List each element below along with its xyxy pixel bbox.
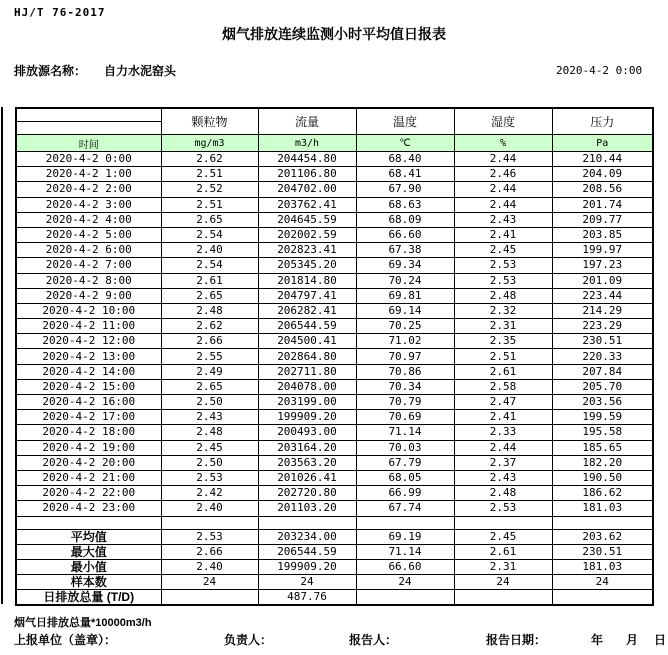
value-cell: 2.47 — [454, 395, 552, 410]
value-cell: 2.51 — [161, 167, 258, 182]
value-cell: 185.65 — [552, 440, 653, 455]
summary-value-cell — [552, 589, 653, 605]
value-cell: 2.41 — [454, 410, 552, 425]
value-cell: 70.24 — [356, 273, 454, 288]
value-cell: 68.63 — [356, 197, 454, 212]
value-cell: 2.44 — [454, 152, 552, 167]
column-header-particulate: 颗粒物 — [161, 108, 258, 135]
column-header-pressure: 压力 — [552, 108, 653, 135]
value-cell: 205345.20 — [258, 258, 356, 273]
unit-cell-humidity: % — [454, 135, 552, 152]
value-cell: 199.97 — [552, 243, 653, 258]
value-cell: 67.79 — [356, 455, 454, 470]
emission-source-label: 排放源名称： — [14, 64, 87, 78]
summary-value-cell: 24 — [258, 574, 356, 589]
spacer-cell — [454, 516, 552, 529]
value-cell: 201814.80 — [258, 273, 356, 288]
data-rows — [16, 152, 653, 517]
table-row — [16, 303, 653, 318]
value-cell: 71.02 — [356, 334, 454, 349]
summary-row — [16, 559, 653, 574]
summary-value-cell: 24 — [356, 574, 454, 589]
summary-rows — [16, 529, 653, 605]
reporter-label: 报告人： — [349, 633, 398, 647]
time-cell: 2020-4-2 17:00 — [16, 410, 161, 425]
value-cell: 204702.00 — [258, 182, 356, 197]
value-cell: 199909.20 — [258, 410, 356, 425]
time-cell: 2020-4-2 20:00 — [16, 455, 161, 470]
table-row — [16, 364, 653, 379]
time-cell: 2020-4-2 7:00 — [16, 258, 161, 273]
value-cell: 66.99 — [356, 486, 454, 501]
value-cell: 206282.41 — [258, 303, 356, 318]
spacer-cell — [161, 516, 258, 529]
summary-row — [16, 544, 653, 559]
value-cell: 204797.41 — [258, 288, 356, 303]
empty-corner-cell-2 — [16, 122, 161, 135]
value-cell: 67.38 — [356, 243, 454, 258]
time-cell: 2020-4-2 11:00 — [16, 319, 161, 334]
summary-label-cell: 样本数 — [16, 574, 161, 589]
value-cell: 202711.80 — [258, 364, 356, 379]
summary-value-cell: 206544.59 — [258, 544, 356, 559]
time-cell: 2020-4-2 1:00 — [16, 167, 161, 182]
table-row — [16, 167, 653, 182]
value-cell: 69.81 — [356, 288, 454, 303]
value-cell: 2.44 — [454, 197, 552, 212]
report-date-label: 报告日期： — [486, 633, 547, 647]
value-cell: 2.49 — [161, 364, 258, 379]
value-cell: 203.85 — [552, 227, 653, 242]
value-cell: 2.44 — [454, 182, 552, 197]
summary-value-cell: 181.03 — [552, 559, 653, 574]
value-cell: 2.53 — [454, 501, 552, 516]
summary-row — [16, 574, 653, 589]
value-cell: 204454.80 — [258, 152, 356, 167]
table-row — [16, 470, 653, 485]
value-cell: 203164.20 — [258, 440, 356, 455]
spacer-cell — [258, 516, 356, 529]
value-cell: 70.97 — [356, 349, 454, 364]
page-left-border — [1, 107, 3, 604]
time-cell: 2020-4-2 10:00 — [16, 303, 161, 318]
unit-cell-temperature: ℃ — [356, 135, 454, 152]
value-cell: 2.61 — [454, 364, 552, 379]
table-row — [16, 440, 653, 455]
summary-value-cell: 66.60 — [356, 559, 454, 574]
value-cell: 2.31 — [454, 319, 552, 334]
time-cell: 2020-4-2 6:00 — [16, 243, 161, 258]
table-row — [16, 501, 653, 516]
value-cell: 67.74 — [356, 501, 454, 516]
table-row — [16, 486, 653, 501]
value-cell: 2.66 — [161, 334, 258, 349]
value-cell: 200493.00 — [258, 425, 356, 440]
summary-value-cell: 2.31 — [454, 559, 552, 574]
value-cell: 2.52 — [161, 182, 258, 197]
value-cell: 182.20 — [552, 455, 653, 470]
summary-label-cell: 最大值 — [16, 544, 161, 559]
value-cell: 71.14 — [356, 425, 454, 440]
value-cell: 2.54 — [161, 227, 258, 242]
responsible-label: 负责人： — [224, 633, 273, 647]
summary-value-cell: 2.66 — [161, 544, 258, 559]
value-cell: 68.05 — [356, 470, 454, 485]
table-row — [16, 258, 653, 273]
value-cell: 223.44 — [552, 288, 653, 303]
time-cell: 2020-4-2 12:00 — [16, 334, 161, 349]
value-cell: 204500.41 — [258, 334, 356, 349]
value-cell: 2.48 — [454, 486, 552, 501]
value-cell: 205.70 — [552, 379, 653, 394]
value-cell: 230.51 — [552, 334, 653, 349]
value-cell: 203.56 — [552, 395, 653, 410]
value-cell: 70.03 — [356, 440, 454, 455]
unit-cell-flow: m3/h — [258, 135, 356, 152]
value-cell: 195.58 — [552, 425, 653, 440]
value-cell: 70.86 — [356, 364, 454, 379]
value-cell: 2.45 — [161, 440, 258, 455]
value-cell: 201.74 — [552, 197, 653, 212]
table-row — [16, 455, 653, 470]
value-cell: 2.42 — [161, 486, 258, 501]
empty-corner-cell-1 — [16, 108, 161, 122]
value-cell: 2.65 — [161, 288, 258, 303]
summary-value-cell: 71.14 — [356, 544, 454, 559]
summary-value-cell: 199909.20 — [258, 559, 356, 574]
value-cell: 202823.41 — [258, 243, 356, 258]
spacer-row — [16, 516, 653, 529]
unit-row — [16, 135, 653, 152]
summary-row — [16, 529, 653, 544]
column-header-humidity: 湿度 — [454, 108, 552, 135]
time-cell: 2020-4-2 2:00 — [16, 182, 161, 197]
summary-value-cell: 2.45 — [454, 529, 552, 544]
summary-value-cell — [454, 589, 552, 605]
table-row — [16, 197, 653, 212]
value-cell: 2.37 — [454, 455, 552, 470]
value-cell: 2.50 — [161, 455, 258, 470]
spacer-cell — [552, 516, 653, 529]
spacer-section — [16, 516, 653, 529]
report-unit-label: 上报单位（盖章）： — [14, 633, 117, 647]
time-cell: 2020-4-2 19:00 — [16, 440, 161, 455]
table-row — [16, 212, 653, 227]
time-cell: 2020-4-2 3:00 — [16, 197, 161, 212]
value-cell: 201106.80 — [258, 167, 356, 182]
value-cell: 202864.80 — [258, 349, 356, 364]
value-cell: 203199.00 — [258, 395, 356, 410]
table-head — [16, 108, 653, 152]
value-cell: 220.33 — [552, 349, 653, 364]
value-cell: 2.45 — [454, 243, 552, 258]
value-cell: 2.53 — [454, 273, 552, 288]
value-cell: 203563.20 — [258, 455, 356, 470]
value-cell: 2.50 — [161, 395, 258, 410]
value-cell: 68.41 — [356, 167, 454, 182]
page-title: 烟气排放连续监测小时平均值日报表 — [222, 26, 446, 42]
summary-value-cell — [356, 589, 454, 605]
time-cell: 2020-4-2 23:00 — [16, 501, 161, 516]
day-label: 日 — [654, 633, 667, 647]
value-cell: 2.54 — [161, 258, 258, 273]
flow-total-note: 烟气日排放总量*10000m3/h — [14, 617, 152, 629]
time-cell: 2020-4-2 18:00 — [16, 425, 161, 440]
value-cell: 206544.59 — [258, 319, 356, 334]
column-header-temperature: 温度 — [356, 108, 454, 135]
value-cell: 66.60 — [356, 227, 454, 242]
value-cell: 2.43 — [454, 470, 552, 485]
value-cell: 2.53 — [454, 258, 552, 273]
value-cell: 2.40 — [161, 243, 258, 258]
value-cell: 2.46 — [454, 167, 552, 182]
time-cell: 2020-4-2 0:00 — [16, 152, 161, 167]
value-cell: 2.62 — [161, 319, 258, 334]
summary-value-cell: 24 — [552, 574, 653, 589]
value-cell: 69.34 — [356, 258, 454, 273]
month-label: 月 — [626, 633, 639, 647]
value-cell: 2.48 — [161, 425, 258, 440]
value-cell: 201.09 — [552, 273, 653, 288]
value-cell: 70.79 — [356, 395, 454, 410]
table-row — [16, 395, 653, 410]
value-cell: 204645.59 — [258, 212, 356, 227]
time-cell: 2020-4-2 13:00 — [16, 349, 161, 364]
table-row — [16, 379, 653, 394]
time-cell: 2020-4-2 8:00 — [16, 273, 161, 288]
summary-value-cell — [161, 589, 258, 605]
column-header-flow: 流量 — [258, 108, 356, 135]
emission-source-line — [14, 62, 176, 79]
table-row — [16, 243, 653, 258]
summary-value-cell: 487.76 — [258, 589, 356, 605]
value-cell: 70.34 — [356, 379, 454, 394]
summary-value-cell: 230.51 — [552, 544, 653, 559]
value-cell: 2.32 — [454, 303, 552, 318]
report-datetime: 2020-4-2 0:00 — [556, 64, 643, 77]
value-cell: 2.33 — [454, 425, 552, 440]
value-cell: 223.29 — [552, 319, 653, 334]
summary-label-cell: 最小值 — [16, 559, 161, 574]
value-cell: 2.65 — [161, 212, 258, 227]
summary-label-cell: 平均值 — [16, 529, 161, 544]
value-cell: 2.43 — [161, 410, 258, 425]
table-row — [16, 425, 653, 440]
header-row-1 — [16, 108, 653, 122]
value-cell: 2.48 — [161, 303, 258, 318]
value-cell: 202720.80 — [258, 486, 356, 501]
time-cell: 2020-4-2 16:00 — [16, 395, 161, 410]
value-cell: 2.35 — [454, 334, 552, 349]
spacer-cell — [16, 516, 161, 529]
table-row — [16, 152, 653, 167]
value-cell: 67.90 — [356, 182, 454, 197]
value-cell: 204078.00 — [258, 379, 356, 394]
table-row — [16, 319, 653, 334]
table-row — [16, 273, 653, 288]
table-row — [16, 349, 653, 364]
value-cell: 68.40 — [356, 152, 454, 167]
value-cell: 2.62 — [161, 152, 258, 167]
unit-cell-pressure: Pa — [552, 135, 653, 152]
value-cell: 207.84 — [552, 364, 653, 379]
time-cell: 2020-4-2 5:00 — [16, 227, 161, 242]
value-cell: 2.44 — [454, 440, 552, 455]
summary-value-cell: 2.61 — [454, 544, 552, 559]
unit-cell-particulate: mg/m3 — [161, 135, 258, 152]
summary-value-cell: 24 — [454, 574, 552, 589]
value-cell: 2.43 — [454, 212, 552, 227]
value-cell: 69.14 — [356, 303, 454, 318]
summary-value-cell: 203.62 — [552, 529, 653, 544]
hourly-average-table — [15, 107, 654, 606]
value-cell: 210.44 — [552, 152, 653, 167]
time-cell: 2020-4-2 21:00 — [16, 470, 161, 485]
value-cell: 204.09 — [552, 167, 653, 182]
time-cell: 2020-4-2 22:00 — [16, 486, 161, 501]
value-cell: 201103.20 — [258, 501, 356, 516]
value-cell: 208.56 — [552, 182, 653, 197]
time-cell: 2020-4-2 15:00 — [16, 379, 161, 394]
time-cell: 2020-4-2 4:00 — [16, 212, 161, 227]
value-cell: 70.69 — [356, 410, 454, 425]
value-cell: 186.62 — [552, 486, 653, 501]
value-cell: 190.50 — [552, 470, 653, 485]
table-row — [16, 288, 653, 303]
value-cell: 2.55 — [161, 349, 258, 364]
summary-row — [16, 589, 653, 605]
table-row — [16, 410, 653, 425]
value-cell: 199.59 — [552, 410, 653, 425]
summary-value-cell: 69.19 — [356, 529, 454, 544]
spacer-cell — [356, 516, 454, 529]
summary-value-cell: 203234.00 — [258, 529, 356, 544]
value-cell: 214.29 — [552, 303, 653, 318]
table-row — [16, 334, 653, 349]
value-cell: 2.40 — [161, 501, 258, 516]
value-cell: 181.03 — [552, 501, 653, 516]
year-label: 年 — [591, 633, 604, 647]
value-cell: 2.48 — [454, 288, 552, 303]
value-cell: 197.23 — [552, 258, 653, 273]
value-cell: 2.61 — [161, 273, 258, 288]
standard-number: HJ/T 76-2017 — [14, 6, 106, 19]
time-header-cell: 时间 — [16, 135, 161, 152]
value-cell: 2.58 — [454, 379, 552, 394]
time-cell: 2020-4-2 9:00 — [16, 288, 161, 303]
value-cell: 2.41 — [454, 227, 552, 242]
value-cell: 2.53 — [161, 470, 258, 485]
emission-source-name: 自力水泥窑头 — [104, 64, 177, 78]
time-cell: 2020-4-2 14:00 — [16, 364, 161, 379]
value-cell: 209.77 — [552, 212, 653, 227]
value-cell: 203762.41 — [258, 197, 356, 212]
value-cell: 2.65 — [161, 379, 258, 394]
value-cell: 68.09 — [356, 212, 454, 227]
summary-value-cell: 2.40 — [161, 559, 258, 574]
value-cell: 2.51 — [161, 197, 258, 212]
table-row — [16, 182, 653, 197]
summary-label-cell: 日排放总量 (T/D) — [16, 589, 161, 605]
summary-value-cell: 2.53 — [161, 529, 258, 544]
value-cell: 2.51 — [454, 349, 552, 364]
value-cell: 201026.41 — [258, 470, 356, 485]
table-row — [16, 227, 653, 242]
value-cell: 202002.59 — [258, 227, 356, 242]
value-cell: 70.25 — [356, 319, 454, 334]
summary-value-cell: 24 — [161, 574, 258, 589]
